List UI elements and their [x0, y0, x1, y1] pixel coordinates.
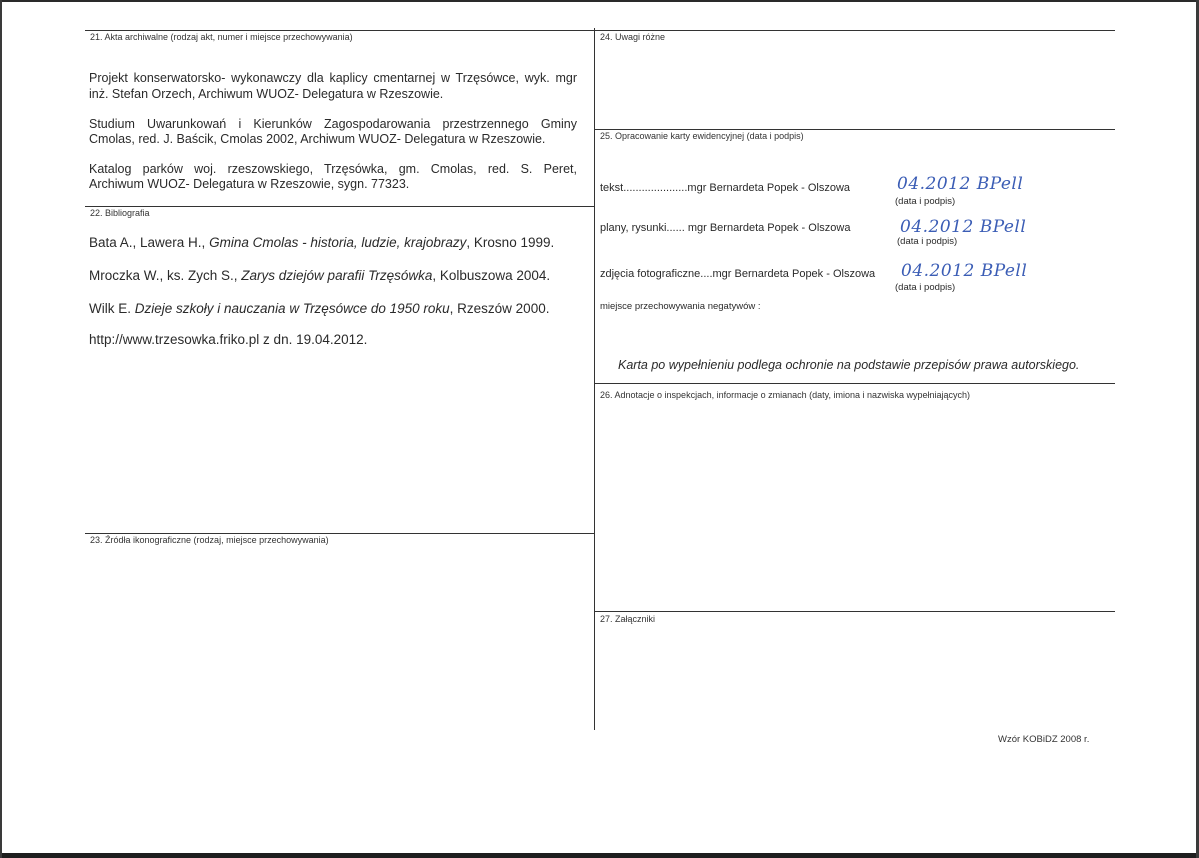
- column-divider: [594, 28, 595, 730]
- negatives-location-label: miejsce przechowywania negatywów :: [600, 301, 761, 312]
- archive-entry-2-line-1: Studium Uwarunkowań i Kierunków Zagospodarowania przestrzennego Gminy: [89, 117, 577, 131]
- preparation-photos-author: zdjęcia fotograficzne....mgr Bernardeta Popek - Olszowa: [600, 268, 876, 280]
- section-27-rule: [594, 611, 1115, 612]
- bibliography-publication: , Kolbuszowa 2004.: [432, 268, 551, 283]
- bibliography-author: Mroczka W., ks. Zych S.,: [89, 268, 242, 283]
- bibliography-author: Wilk E.: [89, 301, 135, 316]
- archive-entry-3-line-2: Archiwum WUOZ- Delegatura w Rzeszowie, sygn. 77323.: [89, 177, 410, 191]
- section-23-rule: [85, 533, 594, 534]
- preparation-text-author: tekst.....................mgr Bernardeta Popek - Olszowa: [600, 182, 851, 194]
- section-26-rule: [594, 383, 1115, 384]
- scan-edge-left: [0, 0, 2, 858]
- bibliography-title: Dzieje szkoły i nauczania w Trzęsówce do 1950 roku: [134, 301, 450, 316]
- archive-entry-3-line-1: Katalog parków woj. rzeszowskiego, Trzęsówka, gm. Cmolas, red. S. Peret,: [89, 162, 577, 176]
- bibliography-item: [89, 235, 554, 250]
- section-26-label: 26. Adnotacje o inspekcjach, informacje o zmianach (daty, imiona i nazwiska wypełniających): [600, 390, 971, 400]
- form-footer: Wzór KOBiDZ 2008 r.: [998, 734, 1090, 745]
- section-21-label: 21. Akta archiwalne (rodzaj akt, numer i miejsce przechowywania): [90, 32, 353, 42]
- section-25-rule: [594, 129, 1115, 130]
- date-signature-caption: (data i podpis): [897, 236, 958, 247]
- preparation-plans-author: plany, rysunki...... mgr Bernardeta Popek - Olszowa: [600, 222, 851, 234]
- date-signature-caption: (data i podpis): [895, 196, 956, 207]
- copyright-note: Karta po wypełnieniu podlega ochronie na podstawie przepisów prawa autorskiego.: [618, 358, 1080, 372]
- archive-entry-1-line-2: inż. Stefan Orzech, Archiwum WUOZ- Delegatura w Rzeszowie.: [89, 87, 444, 101]
- scan-edge-top: [0, 0, 1199, 2]
- bibliography-url: http://www.trzesowka.friko.pl z dn. 19.04.2012.: [89, 332, 368, 347]
- archive-entry-1-line-1: Projekt konserwatorsko- wykonawczy dla kaplicy cmentarnej w Trzęsówce, wyk. mgr: [89, 71, 577, 85]
- bibliography-title: Gmina Cmolas - historia, ludzie, krajobrazy: [209, 235, 467, 250]
- archive-entry-2-line-2: Cmolas, red. J. Baścik, Cmolas 2002, Archiwum WUOZ- Delegatura w Rzeszowie.: [89, 132, 546, 146]
- section-23-label: 23. Źródła ikonograficzne (rodzaj, miejsce przechowywania): [90, 535, 329, 545]
- bibliography-author: Bata A., Lawera H.,: [89, 235, 210, 250]
- signature: 04.2012 BPell: [897, 174, 1024, 194]
- bibliography-publication: , Krosno 1999.: [466, 235, 555, 250]
- section-22-rule: [85, 206, 594, 207]
- bibliography-item: [89, 268, 550, 283]
- signature: 04.2012 BPell: [900, 217, 1027, 237]
- scan-edge-bottom: [0, 853, 1199, 858]
- section-27-label: 27. Załączniki: [600, 614, 656, 624]
- bibliography-publication: , Rzeszów 2000.: [449, 301, 550, 316]
- date-signature-caption: (data i podpis): [895, 282, 956, 293]
- section-25-label: 25. Opracowanie karty ewidencyjnej (data i podpis): [600, 131, 804, 141]
- section-24-label: 24. Uwagi różne: [600, 32, 666, 42]
- section-22-label: 22. Bibliografia: [90, 208, 150, 218]
- signature: 04.2012 BPell: [901, 261, 1028, 281]
- section-24-rule: [594, 30, 1115, 31]
- bibliography-item: [89, 332, 367, 347]
- bibliography-item: [89, 301, 549, 316]
- bibliography-title: Zarys dziejów parafii Trzęsówka: [241, 268, 433, 283]
- section-21-rule: [85, 30, 594, 31]
